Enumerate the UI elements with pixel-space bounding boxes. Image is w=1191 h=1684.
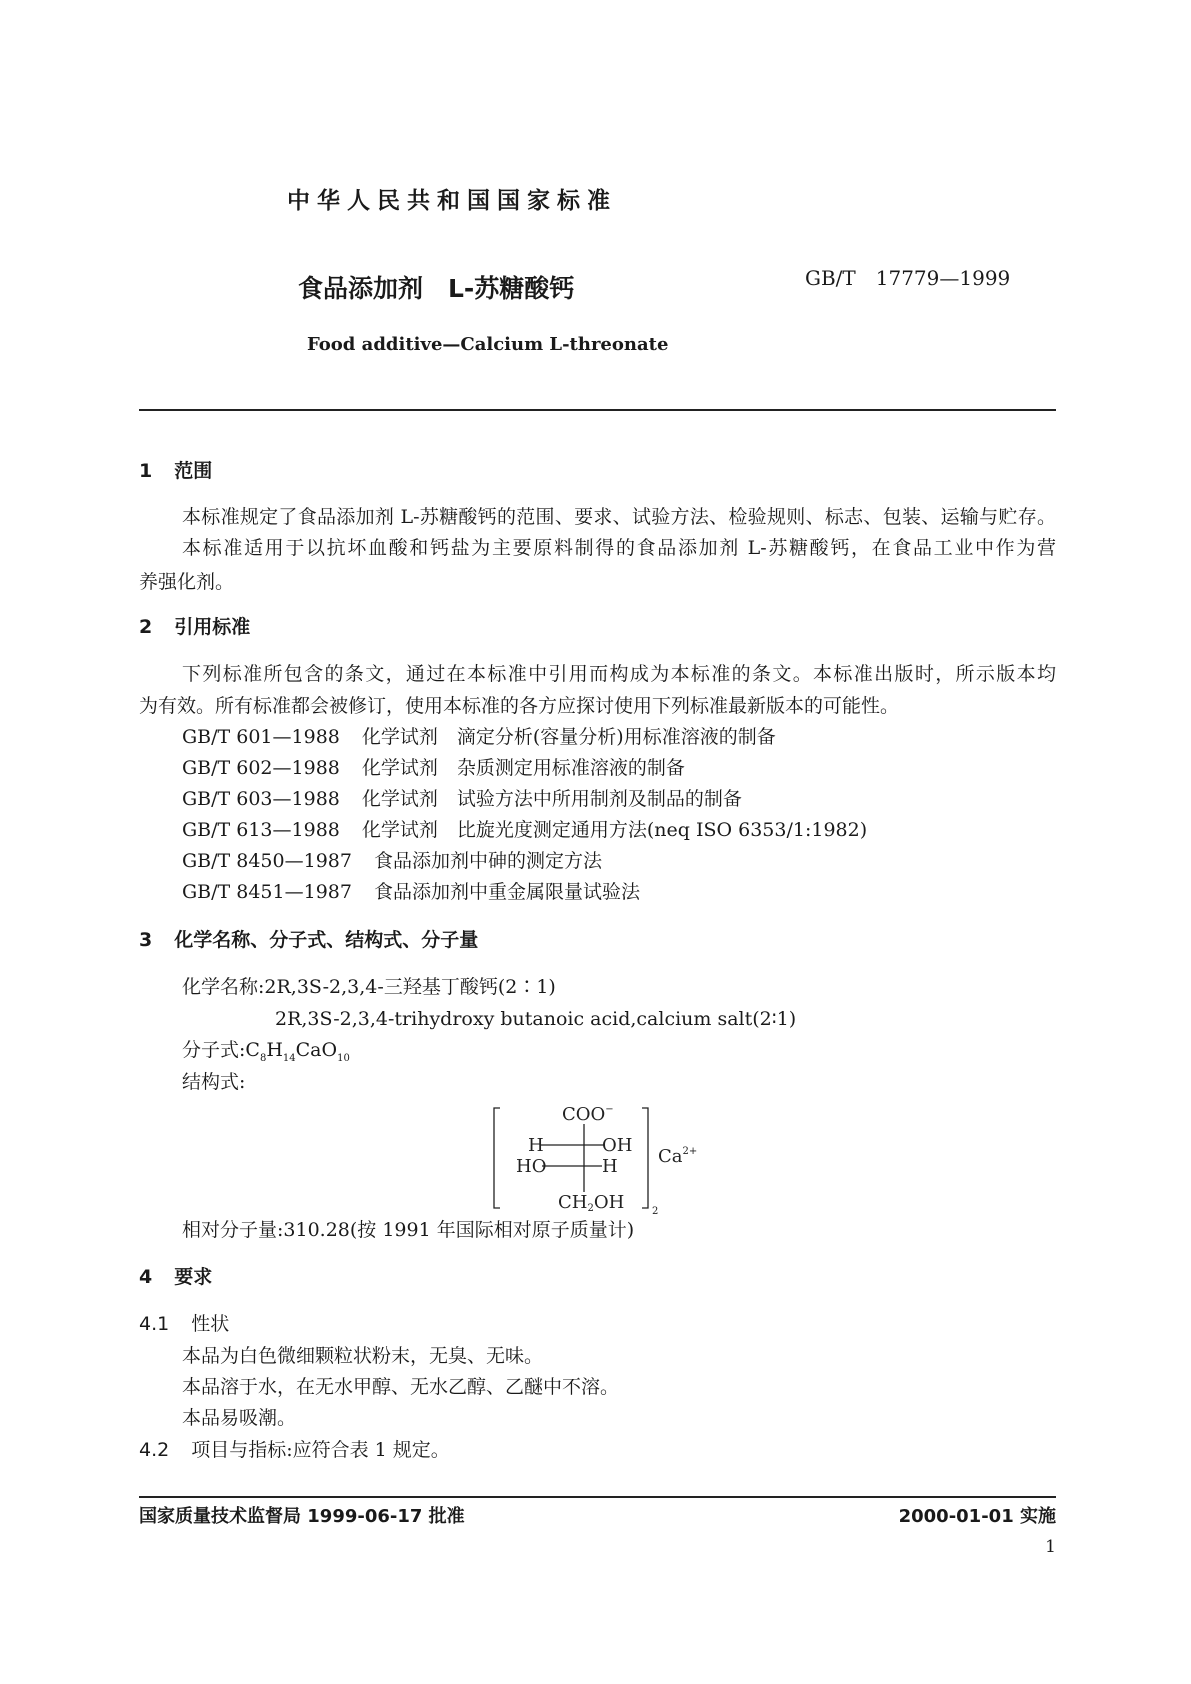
reference-title: 化学试剂 试验方法中所用制剂及制品的制备 — [361, 788, 742, 810]
section-3-heading: 3 化学名称、分子式、结构式、分子量 — [139, 929, 479, 951]
approval-date: 国家质量技术监督局 1999-06-17 批准 — [139, 1506, 465, 1527]
property-line-3: 本品易吸潮。 — [182, 1407, 297, 1429]
reference-code: GB/T 603—1988 — [182, 788, 340, 810]
section-1-paragraph-1: 本标准规定了食品添加剂 L-苏糖酸钙的范围、要求、试验方法、检验规则、标志、包装、运输与贮存。 — [182, 506, 1056, 528]
header-rule — [139, 409, 1056, 411]
standard-number: GB/T 17779—1999 — [805, 266, 1011, 290]
molecular-weight: 相对分子量:310.28(按 1991 年国际相对原子质量计) — [182, 1219, 635, 1241]
svg-text:OH: OH — [602, 1135, 633, 1156]
section-4-1-heading: 4.1 性状 — [139, 1313, 230, 1335]
reference-code: GB/T 8450—1987 — [182, 850, 352, 872]
svg-text:CH2OH: CH2OH — [558, 1192, 625, 1214]
country-standard-heading: 中华人民共和国国家标准 — [287, 188, 617, 214]
structure-label: 结构式: — [182, 1071, 246, 1093]
svg-text:H: H — [602, 1156, 618, 1177]
svg-text:2: 2 — [652, 1206, 659, 1215]
structural-formula — [490, 1100, 730, 1215]
left-bracket — [494, 1108, 500, 1208]
svg-text:COO−: COO− — [562, 1104, 614, 1125]
reference-item — [182, 757, 685, 779]
section-4-heading: 4 要求 — [139, 1266, 213, 1288]
page-number: 1 — [1045, 1537, 1056, 1557]
section-2-paragraph-cont: 为有效。所有标准都会被修订，使用本标准的各方应探讨使用下列标准最新版本的可能性。 — [139, 695, 900, 717]
reference-item — [182, 881, 640, 903]
svg-text:Ca2+: $Ca^{2+}$ — [658, 1146, 698, 1167]
right-bracket — [642, 1108, 648, 1208]
reference-code: GB/T 8451—1987 — [182, 881, 352, 903]
document-title-en: Food additive—Calcium L-threonate — [307, 334, 669, 355]
reference-item — [182, 726, 776, 748]
chemical-name-en: 2R,3S-2,3,4-trihydroxy butanoic acid,calcium salt(2∶1) — [275, 1008, 797, 1030]
molecular-formula: 分子式$:C_8H_{14}CaO_{10}$ — [182, 1039, 350, 1064]
section-2-heading: 2 引用标准 — [139, 616, 251, 638]
reference-code: GB/T 613—1988 — [182, 819, 340, 841]
section-2-paragraph: 下列标准所包含的条文，通过在本标准中引用而构成为本标准的条文。本标准出版时，所示版本均 — [182, 663, 1056, 685]
svg-text:H: H — [528, 1135, 544, 1156]
section-4-2: 4.2 项目与指标:应符合表 1 规定。 — [139, 1439, 450, 1461]
reference-code: GB/T 602—1988 — [182, 757, 340, 779]
property-line-1: 本品为白色微细颗粒状粉末，无臭、无味。 — [182, 1345, 544, 1367]
reference-code: GB/T 601—1988 — [182, 726, 340, 748]
property-line-2: 本品溶于水，在无水甲醇、无水乙醇、乙醚中不溶。 — [182, 1376, 620, 1398]
reference-title: 化学试剂 比旋光度测定通用方法(neq ISO 6353/1:1982) — [361, 819, 868, 841]
reference-title: 化学试剂 滴定分析(容量分析)用标准溶液的制备 — [361, 726, 776, 748]
reference-title: 食品添加剂中砷的测定方法 — [373, 850, 602, 872]
section-1-paragraph-2: 本标准适用于以抗坏血酸和钙盐为主要原料制得的食品添加剂 L-苏糖酸钙，在食品工业中作为营 — [182, 537, 1056, 559]
reference-item — [182, 819, 867, 841]
section-1-paragraph-2-cont: 养强化剂。 — [139, 571, 235, 593]
chemical-name: 化学名称:2R,3S-2,3,4-三羟基丁酸钙(2∶1) — [182, 976, 556, 998]
reference-title: 化学试剂 杂质测定用标准溶液的制备 — [361, 757, 685, 779]
reference-item — [182, 850, 602, 872]
document-title-cn: 食品添加剂 L-苏糖酸钙 — [298, 274, 575, 303]
svg-text:HO: HO — [516, 1156, 547, 1177]
reference-title: 食品添加剂中重金属限量试验法 — [373, 881, 640, 903]
section-1-heading: 1 范围 — [139, 460, 213, 482]
effective-date: 2000-01-01 实施 — [898, 1506, 1056, 1527]
reference-item — [182, 788, 742, 810]
footer-rule — [139, 1496, 1056, 1498]
